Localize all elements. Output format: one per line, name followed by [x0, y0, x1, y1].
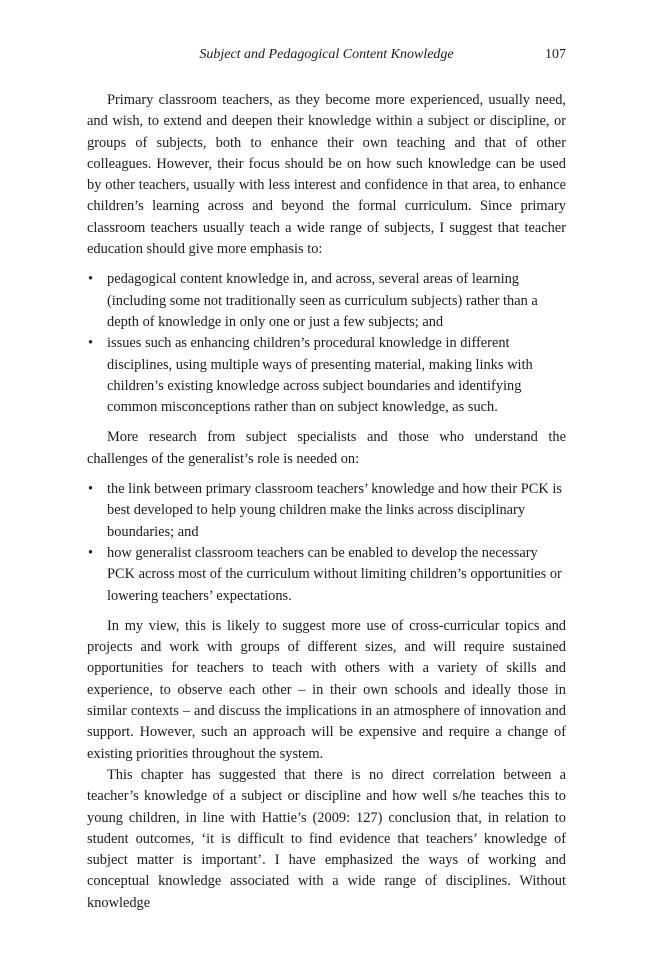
- list-item-text: pedagogical content knowledge in, and across, several areas of learning (including some not traditionally seen as curriculum subjects) rather than a depth of knowledge in only one or just a few subjects; and: [107, 271, 538, 330]
- running-header: [87, 47, 566, 67]
- page-number: 107: [545, 47, 566, 62]
- paragraph-2: More research from subject specialists and those who understand the challenges of the generalist’s role is needed on:: [87, 429, 566, 467]
- running-title: Subject and Pedagogical Content Knowledge: [199, 47, 454, 62]
- list-item-text: the link between primary classroom teachers’ knowledge and how their PCK is best developed to help young children make the links across disciplinary boundaries; and: [107, 481, 562, 540]
- list-item: [87, 269, 566, 333]
- paragraph-3: In my view, this is likely to suggest more use of cross-curricular topics and projects and work with groups of different sizes, and will require sustained opportunities for teachers to teach with others with a variety of skills and experience, to observe each other – in their own schools and ideally those in similar contexts – and discuss the implications in an atmosphere of innovation and support. However, such an approach will be expensive and require a change of existing priorities throughout the system.: [87, 617, 566, 762]
- list-item-text: issues such as enhancing children’s procedural knowledge in different disciplines, using multiple ways of presenting material, making links with children’s existing knowledge across subject boundaries and identifying common misconceptions rather than on subject knowledge, as such.: [107, 335, 533, 416]
- bullet-list-2: [87, 479, 566, 607]
- bullet-icon: •: [88, 271, 94, 288]
- list-item-text: how generalist classroom teachers can be enabled to develop the necessary PCK across most of the curriculum without limiting children’s opportunities or lowering teachers’ expectations.: [107, 544, 562, 604]
- bullet-icon: •: [88, 544, 94, 561]
- bullet-list-1: [87, 269, 566, 418]
- paragraph-4: This chapter has suggested that there is no direct correlation between a teacher’s knowledge of a subject or discipline and how well s/he teaches this to young children, in line with Hattie’s (2009: 127) conclusion that, in relation to student outcomes, ‘it is difficult to find evidence that teachers’ knowledge of subject matter is important’. I have emphasized the ways of working and conceptual knowledge associated with a wide range of disciplines. Without knowledge: [87, 766, 566, 911]
- bullet-icon: •: [88, 481, 94, 498]
- body-text: [87, 90, 566, 914]
- list-item: [87, 479, 566, 543]
- bullet-icon: •: [88, 335, 94, 352]
- paragraph-1: Primary classroom teachers, as they become more experienced, usually need, and wish, to extend and deepen their knowledge within a subject or discipline, or groups of subjects, both to enhance their own teaching and that of other colleagues. However, their focus should be on how such knowledge can be used by other teachers, usually with less interest and confidence in that area, to enhance children’s learning across and beyond the formal curriculum. Since primary classroom teachers usually teach a wide range of subjects, I suggest that teacher education should give more emphasis to:: [87, 92, 566, 258]
- list-item: [87, 543, 566, 607]
- list-item: [87, 333, 566, 418]
